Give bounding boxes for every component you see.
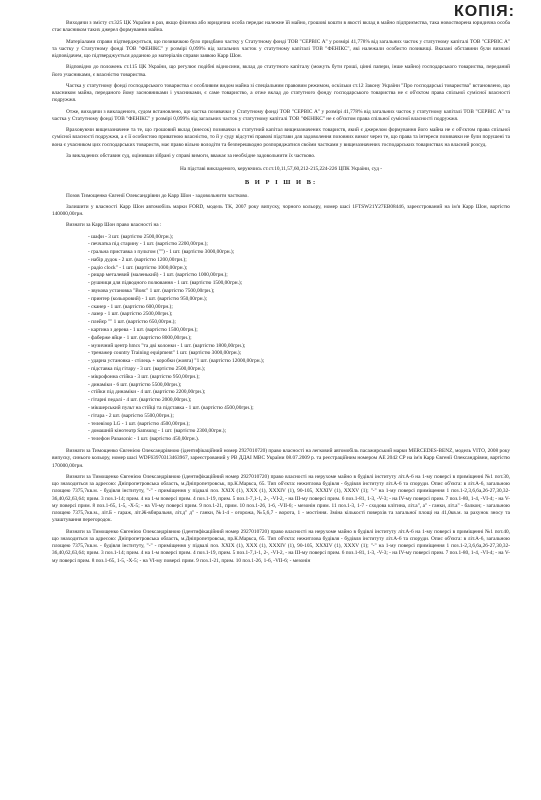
list-item: - домашній кінотеатр Samsung - 1 шт. (вартістю 2300,00грн.); bbox=[88, 428, 510, 436]
list-item: - стійки під динаміки - 4 шт. (вартістю 2200,00грн.); bbox=[88, 389, 510, 397]
list-item: - рушниця для підводного полювання - 1 шт. (вартістю 1500,00грн.); bbox=[88, 280, 510, 288]
paragraph: Виходячи з змісту ст.325 ЦК України в раз, якщо фізична або юридична особа передає належне їй майно, грошові кошти в якості вклад в майно підприємства, така новостворена юридична особа стає власником таких джерел формування майна. bbox=[52, 20, 510, 34]
list-item: - картина з дерева - 1 шт. (вартістю 1500,00грн.); bbox=[88, 327, 510, 335]
list-item: - динаміки - 6 шт. (вартістю 5500,00грн.); bbox=[88, 382, 510, 390]
list-item: - печчатка під старину - 1 шт. (вартістю 2200,00грн.); bbox=[88, 241, 510, 249]
list-item: - лазер - 1 шт. (вартістю 2500,00грн.); bbox=[88, 311, 510, 319]
paragraph: Частка у статутному фонді господарського товариства є особливим видом майна зі спеціальним правовим режимом, оскільки ст.12 Закону України "Про господарські товариства" встановлено, що власником майна, переданого йому засновниками і учасниками, є саме товариство, а отже вклад до статутного фонду господарського товариства не є об'єктом права спільної сумісної власності подружжя. bbox=[52, 82, 510, 104]
decision-intro: Позов Тимощенко Євгенії Олександрівни до Карр Шон - задовольнити частково. bbox=[66, 192, 249, 199]
list-item: - набір дудок - 2 шт. (вартістю 1200,00грн.); bbox=[88, 257, 510, 265]
list-item: - гітарні педалі - 4 шт. (вартістю 2000,00грн.); bbox=[88, 397, 510, 405]
list-item: - принтер (кольоровий) - 1 шт. (вартістю 950,00грн.); bbox=[88, 296, 510, 304]
list-item: - мікрофонна стійка - 3 шт. (вартістю 950,00грн.); bbox=[88, 374, 510, 382]
copy-stamp: КОПІЯ: bbox=[454, 3, 515, 20]
list-item: - гральна приставка з пультом ("") - 1 шт. (вартістю 3000,00грн.); bbox=[88, 249, 510, 257]
list-item: - фаберже яйце - 1 шт. (вартістю 8000,00грн.); bbox=[88, 335, 510, 343]
list-item: - мікшерський пульт на стійці та підставка - 1 шт. (вартістю 4500,00грн.); bbox=[88, 405, 510, 413]
list-item: - музичний центр hmcs "та дві колонки - 1 шт. (вартістю 1800,00грн.); bbox=[88, 343, 510, 351]
items-intro: Визнати за Карр Шон право власності на : bbox=[66, 222, 162, 229]
list-item: - ударна установка - стілець + коробки (жовта) "1 шт. (вартістю 12000,00грн.); bbox=[88, 358, 510, 366]
list-item: - телевізор LG - 1 шт. (вартістю 4500,00грн.); bbox=[88, 421, 510, 429]
paragraph: Отже, виходячи з викладеного, судом встановлено, що частка позивачки у Статутному фонді ТОВ "СЕРВІС А" у розмірі 41,778% від загальних часток у статутному капіталі ТОВ "СЕРВІС А" та частка у Статутному фонді ТОВ "ФЕНІКС" у розмірі 0,099% від загальних часток у статутному капіталі ТОВ "ФЕНІКС" не є об'єктом права спільної сумісної власності подружжя. bbox=[52, 108, 510, 122]
list-item: - шафи - 3 шт. (вартістю 2500,00грн.); bbox=[88, 234, 510, 242]
list-item: - звукова установка "Вояс" 1 шт. (вартістю 7500,00грн.); bbox=[88, 288, 510, 296]
list-item: - радіо clock" - 1 шт. (вартістю 1000,00грн.); bbox=[88, 265, 510, 273]
paragraph: Визнати за Тимощенко Євгенією Олександрівною (ідентифікаційний номер 2927010720) право власності на нерухоме майно в будівлі інституту літ.А-6 на 1-му поверсі в приміщенні №1 пот.30, що знаходиться за адресою: Дніпропетровська область, м.Дніпропетровськ, пр.К.Маркса, 65. Тип об'єкта: нежитлова будівля - будівля інституту літ.А-6 та споруди. Опис об'єкта: в літ.А-6, загальною площею 7375,7кв.м. - будівля інституту, "-" - приміщення у підвалі поз. XXIX (1), XXX (1), XXXIV (1), 90-105, XXXIV (1), XXXV (1); "-" на 1-му поверсі приміщення 1 поз.1-2,3,6,6а,26-27,30,32-36,40,62,63,64; прим. 3 поз.1-14; прим. 4 на 1-м поверсі прим. 4 поз.1-19, прим. 5 поз.1-7,1-1, 2-, -VI-2, - на III-му поверсі прим. 6 поз.1-81, 1-3, -V-3; - на IV-му поверсі прим. 7 поз.1-80, 1-4, -VI-4; - на V-му поверсі прим. 8 поз.1-65, 1-5, -X-5; - на VI-му поверсі прим. 9 поз.1-21, прим. 10 поз.1-26, 1-6, -VII-6; - мезонін прим. 11 поз.1-3, 1-7 - сходова клітина, літ.а", а" - ганки, літ.а" - балкон; - загальною площею 7375,7кв.м., літ.Б - гараж, літ.Ж-вбиральня, літ.д" д" - ганки, №1-4 - огорожа, №5,6,7 - ворота, 1 - мостіння. Зміна кількості поверхів та загальної площі на 41,0кв.м. за рахунок зносу та улаштування перегородок. bbox=[52, 473, 510, 524]
property-list bbox=[52, 234, 510, 445]
legal-basis: На підставі викладеного, керуючись ст.ст.10,11,57,60,212-215,224-226 ЦПК України, суд - bbox=[180, 166, 382, 172]
paragraph: Визнати за Тимощенко Євгенією Олександрівною (ідентифікаційний номер 2927010720) право власності на нерухоме майно в будівлі інституту літ.А-6 на 1-му поверсі в приміщенні №1 пот.40, що знаходиться за адресою: Дніпропетровська область, м.Дніпропетровськ, пр.К.Маркса, 65. Тип об'єкта: нежитлова будівля - будівля інституту літ.А-6 та споруди. Опис об'єкта: в літ.А-6, загальною площею 7375,7кв.м. - будівля інституту, "-" - приміщення у підвалі поз. XXIX (1), XXX (1), XXXIV (1), 90-105, XXXIV (1), XXXV (1); "-" на 1-му поверсі приміщення 1 поз.1-2,3,6,6а,26-27,30,32-36,40,62,63,64; прим. 3 поз.1-14; прим. 4 на 1-м поверсі прим. 4 поз.1-19, прим. 5 поз.1-7,1-1, 2-, -VI-2, - на III-му поверсі прим. 6 поз.1-81, 1-3, -V-3; - на IV-му поверсі прим. 7 поз.1-80, 1-4, -VI-4; - на V-му поверсі прим. 8 поз.1-65, 1-5, -X-5; - на VI-му поверсі прим. 9 поз.1-21, прим. 10 поз.1-26, 1-6, -VII-6; - мезонін bbox=[52, 528, 510, 564]
paragraph: За викладених обставин суд, оцінивши зібрані у справі вимоги, вважає за необхідне задовольнити їх частково. bbox=[66, 152, 316, 159]
list-item: - телефон Panasonic - 1 шт. (вартістю 450,00грн.). bbox=[88, 436, 510, 444]
paragraph: Матеріалами справи підтверджується, що позивачкою було придбано частку у Статутному фонді ТОВ "СЕРВІС А" у розмірі 41,778% від загальних часток у статутному капіталі ТОВ "СЕРВІС А" та частку у Статутному фонді ТОВ "ФЕНІКС" у розмірі 0,099% від загальних часток у статутному капіталі ТОВ "ФЕНІКС", які належали особисто позивачці. Вказані обставини були визнані відповідачем, що підтверджується доданою до матеріалів справи заявою Карр Шон. bbox=[52, 38, 510, 59]
court-decision-text bbox=[52, 20, 510, 569]
verdict-heading: В И Р І Ш И В: bbox=[244, 179, 318, 187]
list-item: - тренажер country Training equipment" 1 шт. (вартістю 3000,00грн.); bbox=[88, 350, 510, 358]
list-item: - сканер - 1 шт. (вартістю 600,00грн.); bbox=[88, 304, 510, 312]
car-paragraph: Залишити у власності Карр Шон автомобіль марки FORD, модель TK, 2007 року випуску, чорного кольору, номер шасі 1FTSW21Y27EB08446, зареєстрований на ім'я Карр Шон, вартістю 140000,00грн. bbox=[52, 203, 510, 217]
paragraph: Визнати за Тимощенко Євгенією Олександрівною (ідентифікаційний номер 2927010720) право власності на легковий автомобіль пасажирський марки MERCEDES-BENZ, модель VITO, 2008 року випуску, синього кольору, номер шасі WDF63970313463967, зареєстрований у РВ ДДАІ МВС України 08.07.2009 р. та реєстраційним номером АЕ 2042 СР на ім'я Карр Євгенії Олександрівни, вартістю 170000,00грн. bbox=[52, 448, 510, 469]
list-item: - підставка під гітару - 3 шт. (вартістю 2500,00грн.); bbox=[88, 366, 510, 374]
list-item: - рицар металевий (маленький) - 1 шт. (вартістю 1000,00грн.); bbox=[88, 272, 510, 280]
list-item: - гітара - 2 шт. (вартістю 5500,00грн.); bbox=[88, 413, 510, 421]
paragraph: Враховуючи вищезазначене та те, що грошовий вклад (внесок) позивачки в статутний капітал вищезазначених товариств, який є джерелом формування його майна не є об'єктом права спільної сумісної власності подружжя, а є її особистою приватною власністю, то й у суду відсутні правові підстави для задоволення позовних вимог через те, що права та інтереси позивачки не були порушені та вона є учасником цих господарських товариств, має право вільно володіти та безперешкодно розпоряджатися своїми частками у вищезазначених господарських товариствах на власний розсуд. bbox=[52, 127, 510, 148]
list-item: - плейєр "" 1 шт. (вартістю 650,00грн.); bbox=[88, 319, 510, 327]
paragraph: Відповідно до положень ст.115 ЦК України, що регулює подібні відносини, вклад до статутного капіталу (можуть бути гроші, цінні папери, інше майно) господарського товариства, переданий його учасниками, є власністю товариства. bbox=[52, 64, 510, 78]
